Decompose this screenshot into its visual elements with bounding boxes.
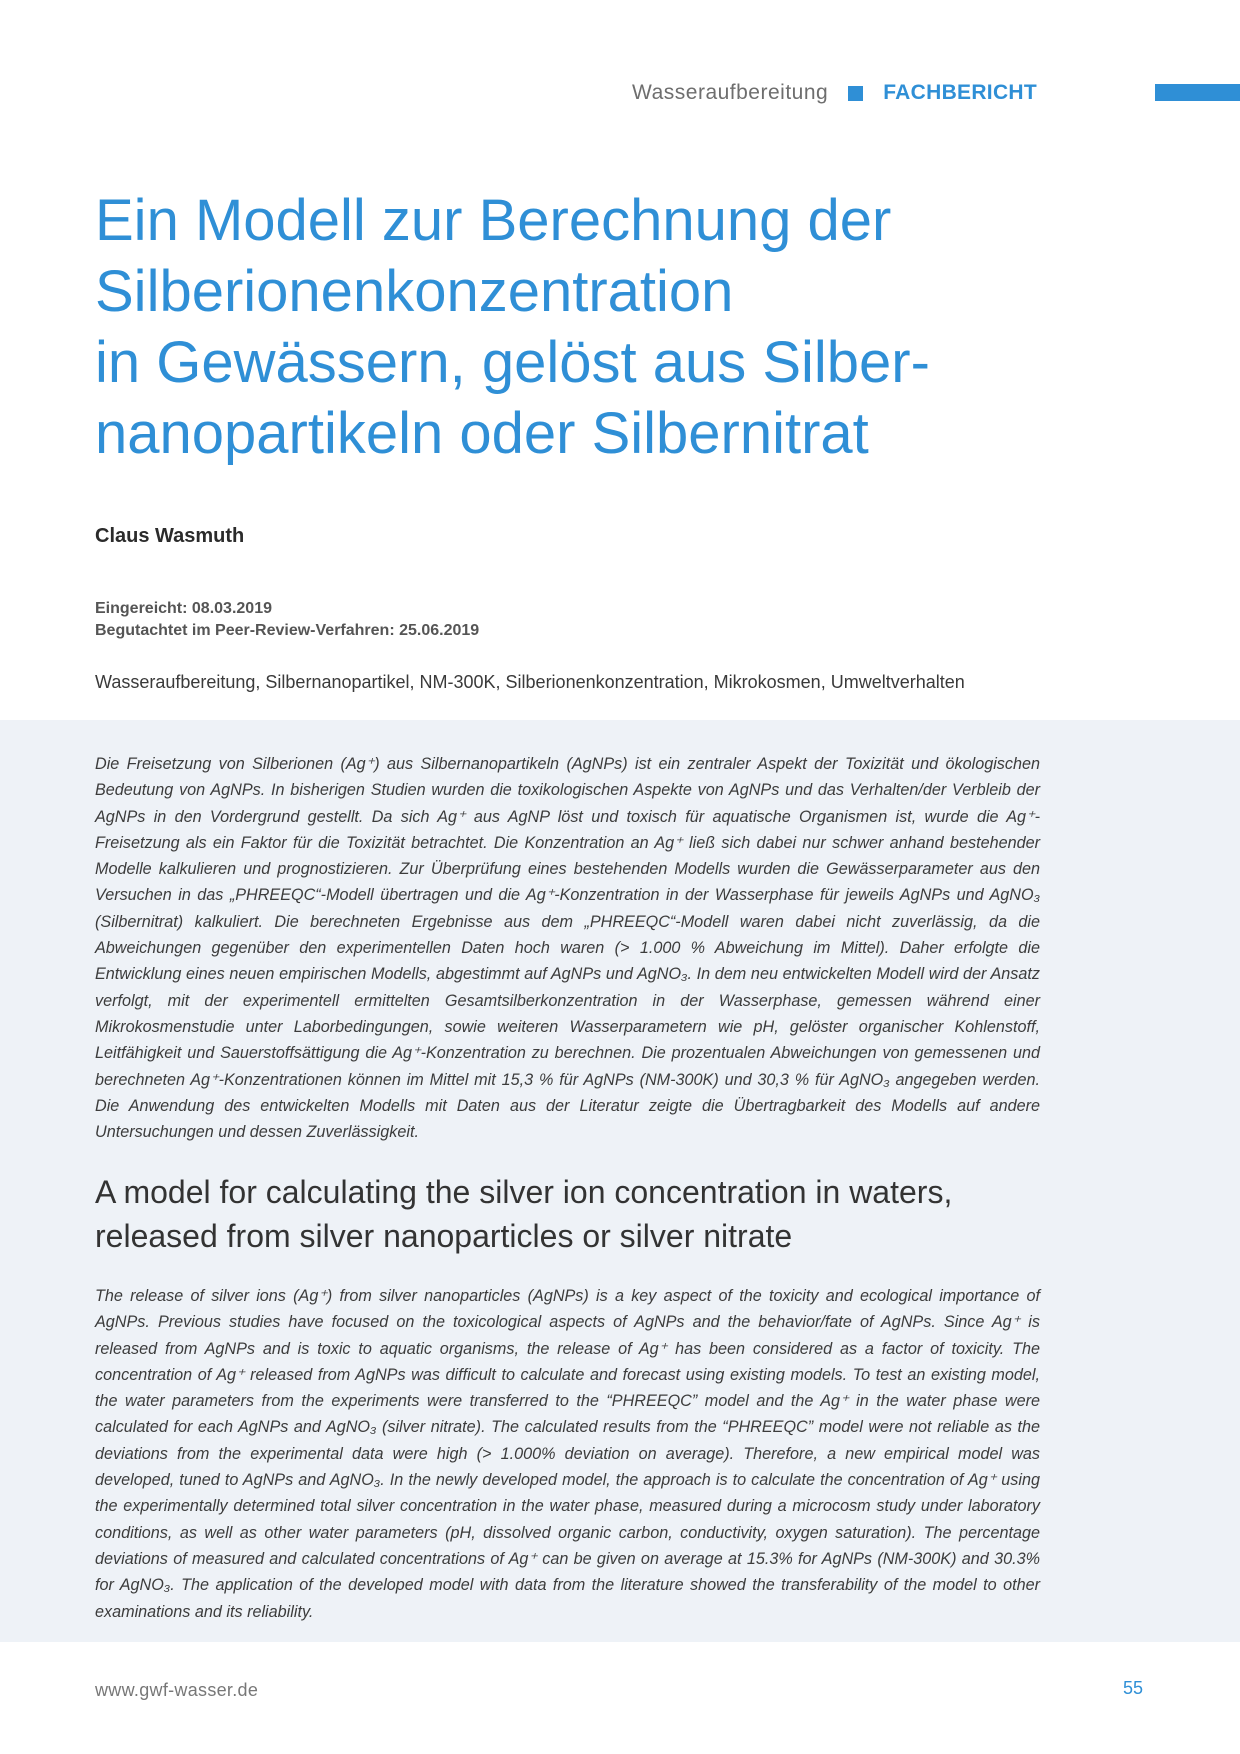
title-line: in Gewässern, gelöst aus Silber- xyxy=(95,330,930,395)
footer-website-link[interactable]: www.gwf-wasser.de xyxy=(95,1680,259,1700)
title-line: Ein Modell zur Berechnung der xyxy=(95,188,892,253)
author-name: Claus Wasmuth xyxy=(95,525,245,547)
page-number: 55 xyxy=(1123,1678,1144,1698)
keywords: Wasseraufbereitung, Silbernanopartikel, NM-300K, Silberionenkonzentration, Mikrokosmen, Umweltverhalten xyxy=(95,672,965,692)
submission-dates xyxy=(95,598,479,642)
abstract-english: The release of silver ions (Ag⁺) from silver nanoparticles (AgNPs) is a key aspect of the toxicity and ecological importance of AgNPs. Previous studies have focused on the toxicological aspects of AgNPs and the behavior/fate of AgNPs. Since Ag⁺ is released from AgNPs and is toxic to aquatic organisms, the release of Ag⁺ has been considered as a factor of toxicity. The concentration of Ag⁺ released from AgNPs was difficult to calculate and forecast using existing models. To test an existing model, the water parameters from the experiments were transferred to the “PHREEQC” model and the Ag⁺ in the water phase were calculated for each AgNPs and AgNO₃ (silver nitrate). The calculated results from the “PHREEQC” model were not reliable as the deviations from the experimental data were high (> 1.000% deviation on average). Therefore, a new empirical model was developed, tuned to AgNPs and AgNO₃. In the newly developed model, the approach is to calculate the concentration of Ag⁺ using the experimentally determined total silver concentration in the water phase, measured during a microcosm study under laboratory conditions, as well as other water parameters (pH, dissolved organic carbon, conductivity, oxygen saturation). The percentage deviations of measured and calculated concentrations of Ag⁺ can be given on average at 15.3% for AgNPs (NM-300K) and 30.3% for AgNO₃. The application of the developed model with data from the literature showed the transferability of the model to other examinations and its reliability. xyxy=(95,1287,1040,1621)
submitted-date: Eingereicht: 08.03.2019 xyxy=(95,600,272,617)
title-line: nanopartikeln oder Silbernitrat xyxy=(95,401,869,466)
reviewed-date: Begutachtet im Peer-Review-Verfahren: 25.06.2019 xyxy=(95,622,480,639)
section-label: Wasseraufbereitung xyxy=(632,81,829,104)
english-title: A model for calculating the silver ion concentration in waters, released from silver nanoparticles or silver nitrate xyxy=(95,1174,953,1254)
header-accent-bar xyxy=(1155,84,1240,101)
header-square-marker xyxy=(848,86,863,101)
article-title xyxy=(95,185,1025,469)
article-type-label: FACHBERICHT xyxy=(883,81,1037,104)
abstract-german: Die Freisetzung von Silberionen (Ag⁺) aus Silbernanopartikeln (AgNPs) ist ein zentraler Aspekt der Toxizität und ökologischen Bedeutung von AgNPs. In bisherigen Studien wurden die toxikologischen Aspekte von AgNPs und das Verhalten/der Verbleib der AgNPs in den Vordergrund gestellt. Da sich Ag⁺ aus AgNP löst und toxisch für aquatische Organismen ist, wurde die Ag⁺-Freisetzung als ein Faktor für die Toxizität betrachtet. Die Konzentration an Ag⁺ ließ sich dabei nur schwer anhand bestehender Modelle kalkulieren und prognostizieren. Zur Überprüfung eines bestehenden Modells wurden die Gewässerparameter aus den Versuchen in das „PHREEQC“-Modell übertragen und die Ag⁺-Konzentration in der Wasserphase für jeweils AgNPs und AgNO₃ (Silbernitrat) kalkuliert. Die berechneten Ergebnisse aus dem „PHREEQC“-Modell waren dabei nicht zuverlässig, da die Abweichungen gegenüber den experimentellen Daten hoch waren (> 1.000 % Abweichung im Mittel). Daher erfolgte die Entwicklung eines neuen empirischen Modells, abgestimmt auf AgNPs und AgNO₃. In dem neu entwickelten Modell wird der Ansatz verfolgt, mit der experimentell ermittelten Gesamtsilberkonzentration in der Wasserphase, gemessen während einer Mikrokosmenstudie unter Laborbedingungen, sowie weiteren Wasserparametern wie pH, gelöster organischer Kohlenstoff, Leitfähigkeit und Sauerstoffsättigung die Ag⁺-Konzentration zu berechnen. Die prozentualen Abweichungen von gemessenen und berechneten Ag⁺-Konzentrationen können im Mittel mit 15,3 % für AgNPs (NM-300K) und 30,3 % für AgNO₃ angegeben werden. Die Anwendung des entwickelten Modells mit Daten aus der Literatur zeigte die Übertragbarkeit des Modells auf andere Untersuchungen und dessen Zuverlässigkeit. xyxy=(95,755,1040,1142)
title-line: Silberionenkonzentration xyxy=(95,259,734,324)
running-header xyxy=(632,78,1037,108)
